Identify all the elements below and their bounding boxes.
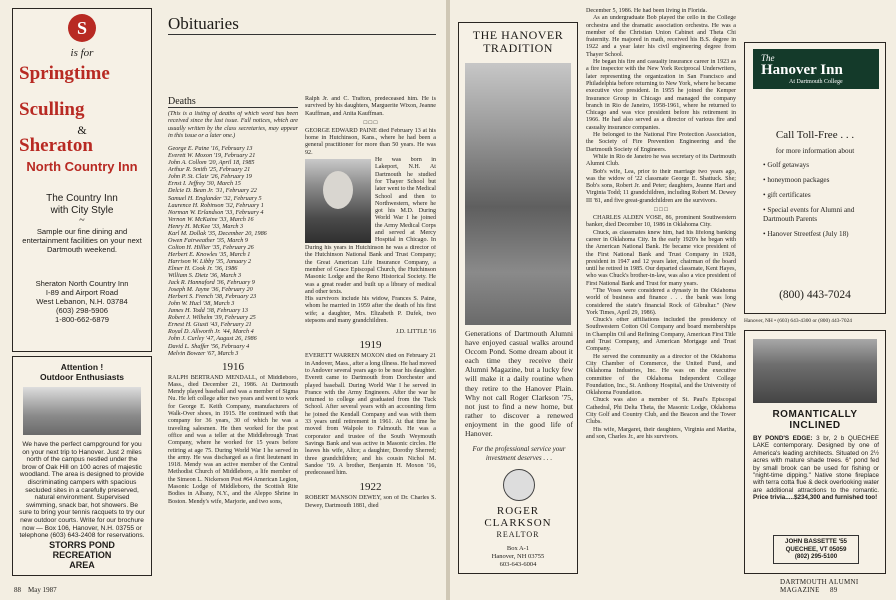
right-page (450, 0, 896, 600)
romantic-head2: INCLINED (789, 420, 841, 431)
romantic-price: Price trivia.....$234,300 and furnished too! (753, 494, 878, 502)
death-entry: Herbert S. French '38, February 23 (168, 293, 257, 301)
call-toll-free: Call Toll-Free . . . (775, 129, 855, 141)
storrs-pond-ad[interactable] (12, 356, 152, 576)
paine-text-2: He was born in Lakeport, N.H. At Dartmouth he studied for Thayer School but later went to the Medical School and then to Northwestern, where he got his M.D. During World War I he joined the Army Medical Corps and served at Mercy Hospital in Chicago. In (375, 157, 436, 244)
bullet-text: Special events for Alumni and Dartmouth Parents (763, 206, 855, 223)
death-entry: Karl M. Dollak '35, December 20, 1986 (168, 229, 267, 237)
page-title: Obituaries (168, 14, 239, 33)
year-1916: 1916 (222, 360, 244, 373)
storrs-head2: Outdoor Enthusiasts (39, 372, 125, 382)
death-entry: James H. Todd '38, February 13 (168, 307, 248, 315)
addr2: West Lebanon, N.H. 03784 (36, 297, 128, 306)
inn-info: for more information about (775, 147, 855, 155)
bullet-text: Golf getaways (767, 161, 810, 169)
logo1: STORRS (49, 540, 87, 550)
city: Hanover, NH 03755 (491, 552, 545, 560)
storrs-head1: Attention ! (60, 362, 104, 372)
right-footer (780, 578, 896, 594)
logo3: RECREATION (52, 550, 112, 560)
p7: CHARLES ALDEN VOSE, 86, prominent Southwestern banker, died December 10, 1986 in Oklahoma City. (586, 215, 736, 229)
death-entry: George E. Paine '16, February 13 (168, 145, 253, 153)
ampersand: & (77, 123, 87, 137)
death-entry: Ernst I. Jeffrey '30, March 15 (168, 180, 241, 188)
inn-phone: (800) 443-7024 (779, 289, 851, 301)
inn-the: The (761, 53, 775, 63)
addr1: I-89 and Airport Road (45, 288, 119, 297)
p13: His wife, Margaret, their daughters, Virginia and Martha, and son, Charles Jr., are his survivors. (586, 426, 736, 440)
sheraton-address (13, 279, 151, 324)
left-page (0, 0, 446, 600)
storrs-body: We have the perfect campground for you on your next trip to Hanover. Just 2 miles north of the campus nestled under the brow of Oak Hill on 100 acres of majestic woodland. The area is designed to provide discriminating campers with spacious secluded sites in a carefully preserved, natural environment. Supervised swimming, snack bar, hot showers. Be sure to bring your tennis racquets to try our new outdoor courts. Write for our brochure now — Box 106, Hanover, N.H. 03755 or telephone (603) 643-2408 for reservations. (19, 441, 145, 540)
romantic-body (753, 435, 879, 502)
moxon-text: EVERETT WARREN MOXON died on February 21 in Andover, Mass., after a long illness. He had moved to Andover several years ago to be near his daughter. Everett came to Dartmouth from Dorchester and played baseball. During World War I he served in France with the Army Engineers. After the war he returned to college and graduated from the Tuck School. After several years with an accounting firm he joined the Kendall Company and was with them 33 years until retirement in 1961. At that time he moved from Walpole to Falmouth. He was a corporator and trustee of the South Weymouth Savings Bank and was active in Masonic circles. He leaves his wife, Alice; a daughter, Dorothy Sherred; three grandchildren; and his cousin Nichol M. Sandoe '19. A brother, Benjamin H. Moxon '16, predeceased him. (305, 353, 436, 477)
death-entry: Norman W. Erlandson '33, February 4 (168, 208, 264, 216)
mendall-text: RALPH BERTRAND MENDALL, of Middleboro, Mass., died December 21, 1986. At Dartmouth Mendy played baseball and was a member of Sigma Nu. He left college after two years and went to work for George E. Keith Company, manufacturers of Walk-Over shoes, in 1915. He continued with that company for 36 years, 30 of which he was a traveling salesmen. He then worked for the post office and was a teller at the Middlebrough Trust Company, where he worked for 15 years before retiring at age 75. During World War I he served in the army. He was discharged as a first lieutenant in 1918. Mendy was an active member of the Central Methodist Church of Middleboro, a life member of the Simeon L. Nickerson Post #64 American Legion, Masonic Lodge of Middleboro, the Scottish Rite Bodies in Albany, N.Y., and the Aleppo Shrine in Boston. Mendy's wife, Marjorie, and two sons, (168, 374, 298, 505)
logo2: POND (88, 540, 115, 550)
death-entry: Henry H. McKee '33, March 3 (168, 222, 244, 230)
sheraton-text: Sheraton (19, 135, 93, 156)
death-entry: John J. Curley '47, August 26, 1986 (168, 335, 257, 343)
bullet-icon: • (763, 206, 768, 214)
storrs-logo (13, 540, 151, 570)
left-footer (14, 586, 57, 594)
death-entry: Laurence H. Robinson '32, February 1 (168, 201, 264, 209)
death-entry: John P. St. Clair '26, February 19 (168, 173, 252, 181)
deaths-intro: (This is a listing of deaths of which word has been received since the last issue. Full notices, which are usually written by the class secretaries, may appear in this issue or a later one.) (168, 111, 298, 139)
romantic-head1: ROMANTICALLY (772, 409, 858, 420)
tilde: ~ (79, 215, 85, 226)
tagline-2: with City Style (50, 205, 114, 216)
p1: December 5, 1986. He had been living in Florida. (586, 8, 707, 14)
romantic-contact (773, 535, 859, 564)
tradition-title1: THE HANOVER (472, 28, 564, 42)
springtime-text: Springtime (19, 63, 110, 84)
romantic-heading (745, 409, 885, 431)
p3: He began his fire and casualty insurance career in 1923 as a fire inspector with the New York Reciprocal Underwriters, later representing the organization in San Francisco and Philadelphia before returning to New York, where he became executive vice president. In 1955 he joined the Kemper Insurance Group in Chicago and managed the company branch in Rio de Janeiro, 1958-1961, where he returned to Chicago and was vice president before his retirement in 1966. He had also served as a director of various fire and casualty insurance companies. (586, 59, 736, 131)
death-entry: David L. Shaffer '56, February 4 (168, 342, 250, 350)
p8: Chuck, as classmates knew him, had his lifelong banking career in Oklahoma City. In the early 1920's he began with the American National Bank. He became vice president of the First National Bank and Trust Company in 1928, president in 1947 and 12 years later, chairman of the board until he retired in 1985. Our departed classmate, Kent Hayes, who was Chuck's brother-in-law, was also a vice president of First National Bank and Trust for many years. (586, 229, 736, 287)
inn-logo (753, 49, 879, 89)
deaths-list (168, 145, 298, 356)
inn-bullets (763, 161, 883, 245)
inn-name: Sheraton North Country Inn (35, 279, 129, 288)
dewey-column: December 5, 1986. He had been living in Florida. As an undergraduate Bob played the cello in the College orchestra and the dramatic association orchestra. He was a member of the Christian Union Cabinet and Theta Chi fraternity. He majored in math, received his B.S. degree in 1922 and a year later his civil engineering degree from Thayer School. He began his fire and casualty insurance career in 1923 as a fire inspector with the New York Reciprocal Underwriters, later representing the organization in San Francisco and Philadelphia before returning to New York, where he became executive vice president. In 1955 he joined the Kemper Insurance Group in Chicago and managed the company branch in Rio de Janeiro, 1958-1961, where he returned to Chicago and was vice president before his retirement in 1966. He had also served as a director of various fire and casualty insurance companies. He belonged to the National Fire Protection Association, the Society of Fire Prevention Engineering and the Dartmouth Society of Engineers. While in Rio de Janeiro he was secretary of its Dartmouth Alumni Club. Bob's wife, Lea, prior to their marriage two years ago, was the widow of '22 classmate George E. Shattuck. She; Bob's sons, Robert Jr. and Peter; daughters, Jeanne Hart and Virginia Todd; 11 grandchildren, including Robert M. Dewey III '81, and five great-grandchildren are the survivors. □ □ □ CHARLES ALDEN VOSE, 86, prominent Southwestern banker, died December 10, 1986 in Oklahoma City. Chuck, as classmates knew him, had his lifelong banking career in Oklahoma City. In the early 1920's he began with the American National Bank. He became vice president of the First National Bank and Trust Company in 1928, president in 1947 and 12 years later, chairman of the board until he retired in 1985. Our departed classmate, Kent Hayes, who was Chuck's brother-in-law, was also a vice president of First National Bank and Trust for many years. "The Voses were considered a dynasty in the Oklahoma world of business and finance . . . the bank was long considered the state's financial Rock of Gibraltar." (New York Times, April 29, 1986). Chuck's other affiliations included the presidency of Southwestern Cotton Oil Company and board memberships in Champlin Oil and Refining Company, American First Title and Trust Company, and American Mortgage and Trust Company. He served the community as a director of the Oklahoma City Chamber of Commerce, the United Fund, and Oklahoma Industries, Inc. He was on the executive committee of the Oklahoma Independent College Foundation, Inc., St. Anthony Hospital, and the University of Oklahoma Foundation. Chuck was also a member of St. Paul's Episcopal Cathedral, Phi Delta Theta, the Masonic Lodge, Oklahoma City Golf and Country Club, and the Beacon and the Tower Clubs. His wife, Margaret, their daughters, Virginia and Martha, and son, Charles Jr., are his survivors. (586, 8, 736, 440)
death-entry: John W. Hucl '38, March 3 (168, 300, 235, 308)
clarkson-name (459, 505, 577, 541)
tradition-photo (465, 63, 571, 325)
phone: 603-643-6004 (499, 560, 537, 568)
hanover-inn-ad[interactable] (744, 42, 886, 314)
inn-sub: At Dartmouth College (789, 79, 843, 85)
paine-text-1: GEORGE EDWARD PAINE died February 13 at his home in Hutchinson, Kans., where he had been a general practitioner for more than 50 years. He was 92. (305, 127, 436, 156)
inn-bullet (763, 161, 883, 170)
p11: He served the community as a director of the Oklahoma City Chamber of Commerce, the United Fund, and Oklahoma Industries, Inc. He was on the executive committee of the Oklahoma Independent College Foundation, Inc., St. Anthony Hospital, and the University of Oklahoma Foundation. (586, 353, 736, 397)
p2: As an undergraduate Bob played the cello in the College orchestra and the dramatic association orchestra. He was a member of the Christian Union Cabinet and Theta Chi fraternity. He majored in math, received his B.S. degree in 1922 and a year later his civil engineering degree from Thayer School. (586, 15, 736, 58)
name1: ROGER (496, 505, 540, 517)
inn-bullet (763, 206, 883, 224)
issue-date: May 1987 (28, 586, 57, 594)
storrs-photo (23, 387, 141, 435)
p9: "The Voses were considered a dynasty in the Oklahoma world of business and finance . . . the bank was long considered the state's financial Rock of Gibraltar." (New York Times, April 29, 1986). (586, 287, 736, 316)
phone2: 1-800-662-6879 (54, 315, 110, 324)
obits-col-1 (168, 96, 298, 586)
tagline-1: The Country Inn (46, 193, 118, 204)
deaths-heading: Deaths (168, 96, 298, 108)
north-country-inn: North Country Inn (26, 159, 138, 174)
year-1919: 1919 (359, 339, 382, 352)
agent: JOHN BASSETTE '55 (785, 538, 847, 545)
inn-bullet (763, 230, 883, 239)
death-entry: Robert J. Wilhelm '39, February 25 (168, 314, 256, 322)
signature: J.D. LITTLE '16 (395, 329, 436, 336)
death-entry: Royal D. Allworth Jr. '44, March 4 (168, 328, 254, 336)
agent-phone: (802) 295-5100 (794, 553, 838, 561)
romantic-lead: BY POND'S EDGE: (753, 435, 813, 442)
death-entry: Melvin Bowzer '67, March 3 (168, 349, 239, 357)
bullet-text: Hanover Streetfest (July 18) (767, 230, 849, 238)
clarkson-contact (459, 545, 577, 568)
bullet-text: honeymoon packages (767, 176, 830, 184)
p5: While in Rio de Janeiro he was secretary of its Dartmouth Alumni Club. (586, 153, 736, 168)
dewey-text: ROBERT MANSON DEWEY, son of Dr. Charles S. Dewey, Dartmouth 1881, died (305, 495, 436, 509)
bullet-icon: • (763, 161, 768, 169)
bullet-icon: • (763, 230, 768, 238)
house-photo (753, 339, 877, 403)
death-entry: Elmer H. Cook Jr. '36, 1986 (168, 264, 238, 272)
death-entry: Delcie D. Bean Jr. '31, February 22 (168, 187, 257, 195)
death-entry: Colton H. Hillier '35, February 26 (168, 243, 254, 251)
death-entry: Herbert E. Knowles '35, March 1 (168, 250, 251, 258)
inn-footer: Hanover, NH • (603) 643-4300 or (800) 443-7024 (744, 318, 852, 324)
agent-city: QUECHEE, VT 05059 (785, 545, 847, 553)
sheraton-s-logo: S (68, 14, 96, 42)
obits-col-2: Ralph Jr. and C. Trafton, predeceased him. He is survived by his daughters, Marguerite Wixon, Jeanne Kauffman, and Anita Kauffman. □ □ □ GEORGE EDWARD PAINE died February 13 at his home in Hutchinson, Kans., where he had been a general practitioner for more than 50 years. He was 92. He was born in Lakeport, N.H. At Dartmouth he studied for Thayer School but later went to the Medical School and then to Northwestern, where he got his M.D. During World War I he joined the Army Medical Corps and served at Mercy Hospital in Chicago. In During his years in Hutchinson he was a director of the Hutchinson National Bank and Trust Company; the Great American Life Insurance Company, a member of Grace Episcopal Church, the Hutchinson Masonic Lodge and the Reno Historical Society. He was a great reader and built up a library of medical and other texts. His survivors include his widow, Frances S. Paine, whom he married in 1959 after the death of his first wife; a daughter, Mrs. Elizabeth P. Dufek, two stepsons and many grandchildren. J.D. LITTLE '16 1919 EVERETT WARREN MOXON died on February 21 in Andover, Mass., after a long illness. He had moved to Andover several years ago to be near his daughter. Everett came to Dartmouth from Dorchester and played baseball. During World War I he served in France with the Army Engineers. After the war he returned to college and graduated from the Tuck School. After several years with an accounting firm he joined the Kendall Company and was with them 33 years until retirement in 1961. At that time he moved from Walpole to Falmouth. He was a corporator and trustee of the South Weymouth Savings Bank and was active in Masonic circles. He leaves his wife, Alice; a daughter, Dorothy Sherred; three grandchildren; and his cousin Nichol M. Sandoe '19. A brother, Benjamin H. Moxon '16, predeceased him. 1922 ROBERT MANSON DEWEY, son of Dr. Charles S. Dewey, Dartmouth 1881, died (305, 96, 436, 509)
tradition-title (459, 29, 577, 55)
paine-photo (305, 159, 371, 243)
box: Box A-1 (506, 545, 530, 552)
inn-bullet (763, 176, 883, 185)
death-entry: Ernest H. Giusti '43, February 21 (168, 321, 252, 329)
bullet-text: gift certificates (767, 191, 811, 199)
seal-icon (503, 469, 535, 501)
p4: He belonged to the National Fire Protection Association, the Society of Fire Prevention Engineering and the Dartmouth Society of Engineers. (586, 132, 736, 153)
phone1: (603) 298-5906 (56, 306, 108, 315)
death-entry: Jack R. Hannaford '36, February 9 (168, 279, 255, 287)
sheraton-ad[interactable] (12, 8, 152, 352)
sheraton-body: Sample our fine dining and entertainment facilities on your next Dartmouth weekend. (22, 227, 142, 254)
year-1922: 1922 (359, 481, 382, 494)
p12: Chuck was also a member of St. Paul's Episcopal Cathedral, Phi Delta Theta, the Masonic Lodge, Oklahoma City Golf and Country Club, and the Beacon and the Tower Clubs. (586, 397, 736, 426)
death-entry: William S. Dietz '36, March 3 (168, 272, 242, 280)
name2: CLARKSON (484, 517, 552, 529)
title-rule (168, 34, 436, 35)
realtor: REALTOR (496, 530, 540, 539)
p10: Chuck's other affiliations included the presidency of Southwestern Cotton Oil Company and board memberships in Champlin Oil and Refining Company, American First Title and Trust Company, and American Mortgage and Trust Company. (586, 317, 736, 353)
inn-name: Hanover Inn (761, 62, 843, 78)
magazine-name: DARTMOUTH ALUMNI MAGAZINE (780, 578, 859, 594)
sheraton-line1: is for (70, 47, 94, 59)
p6: Bob's wife, Lea, prior to their marriage two years ago, was the widow of '22 classmate George E. Shattuck. She; Bob's sons, Robert Jr. and Peter; daughters, Jeanne Hart and Virginia Todd; 11 grandchildren, including Robert M. Dewey III '81, and five great-grandchildren are the survivors. (586, 168, 736, 204)
paine-text-4: His survivors include his widow, Frances S. Paine, whom he married in 1959 after the death of his first wife; a daughter, Mrs. Elizabeth P. Dufek, two stepsons and many grandchildren. (305, 296, 436, 325)
death-entry: Arthur R. Smith '25, February 21 (168, 166, 251, 174)
page-number-88: 88 (14, 586, 21, 594)
death-entry: Owen Fairweather '35, March 9 (168, 236, 248, 244)
death-entry: Everett W. Moxon '19, February 21 (168, 152, 256, 160)
romantic-ad[interactable] (744, 330, 886, 574)
inn-bullet (763, 191, 883, 200)
tradition-body: Generations of Dartmouth Alumni have enjoyed casual walks around Occom Pond. Some dream about it each time they receive their Alumni Magazine, but a lucky few will make it a daily routine when they retire to the Hanover Plain. Why not call Roger Clarkson '75, not just to find a new home, but rather to discover a renewed enjoyment in the good life of Hanover. (465, 329, 573, 439)
tradition-title2: TRADITION (483, 41, 553, 55)
romantic-text: 3 br, 2 b QUECHEE LAKE contemporary. Designed by one of America's leading architects. Situated on 2½ acres with mature shade trees. 6" pond fed by small brook can be used for fishing or "night-time dipping." Native stone fireplace with terra cotta flue & deck overlooking water are additional attractions to the romantic. (753, 435, 879, 494)
tradition-italic: For the professional service your investment deserves . . . (472, 445, 566, 462)
paine-text-3: During his years in Hutchinson he was a director of the Hutchinson National Bank and Trust Company; the Great American Life Insurance Company, a member of Grace Episcopal Church, the Hutchinson Masonic Lodge and the Reno Historical Society. He was a great reader and built up a library of medical and other texts. (305, 245, 436, 295)
hanover-tradition-ad[interactable] (458, 22, 578, 574)
bullet-icon: • (763, 191, 768, 199)
death-entry: Vernon W. McKaine '33, March 16 (168, 215, 254, 223)
death-entry: Samuel H. Englander '32, February 5 (168, 194, 262, 202)
page-number-89: 89 (829, 586, 838, 594)
sculling-text: Sculling (19, 99, 85, 120)
logo4: AREA (69, 560, 95, 570)
death-entry: Harrison W. Libby '35, January 2 (168, 257, 252, 265)
death-entry: Joseph M. Jayne '36, February 20 (168, 286, 253, 294)
mendall-survivors: Ralph Jr. and C. Trafton, predeceased him. He is survived by his daughters, Marguerite Wixon, Jeanne Kauffman, and Anita Kauffman. (305, 96, 436, 117)
bullet-icon: • (763, 176, 768, 184)
death-entry: John A. Collom '20, April 18, 1985 (168, 159, 255, 167)
